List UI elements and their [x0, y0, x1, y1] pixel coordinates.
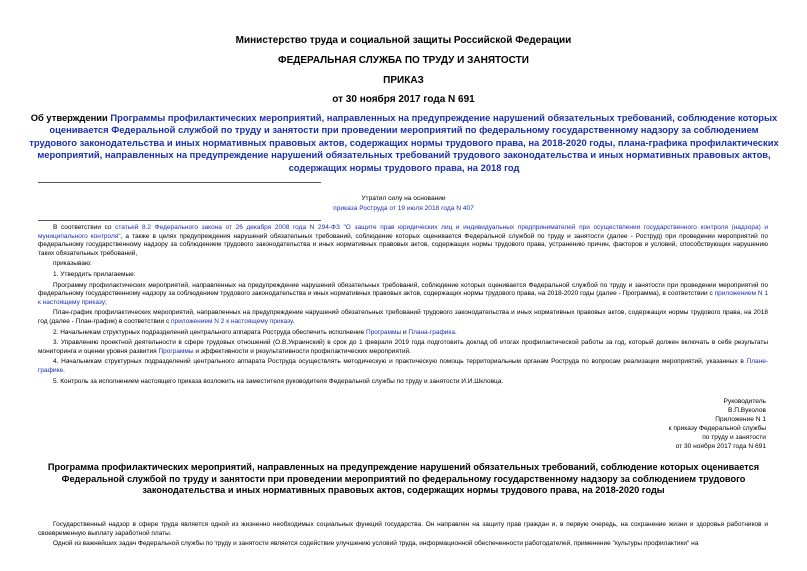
- title-prefix: Об утверждении: [30, 112, 111, 123]
- text: .: [455, 328, 457, 336]
- signature-role: Руководитель: [723, 398, 766, 405]
- paragraph: 1. Утвердить прилагаемые:: [53, 270, 136, 278]
- paragraph: Государственный надзор в сфере труда является одной из жизненно необходимых социальных функций государства. Он направлен на защиту прав граждан и, в первую очередь, на сохранение жизни и здоровья работников и своевременную выплату заработной платы.: [38, 521, 768, 537]
- text: ;: [105, 298, 107, 306]
- text: , а также в целях предупреждения нарушений обязательных требований, соблюдение которых оценивается Федеральной службой по труду и занятости (далее - Роструд) при проведении мероприятий по федеральному государственному надзору за соблюдением трудового законодательства и иных нормативных правовых актов, содержащих нормы трудового права, устранению причин, факторов и условий, способствующих нарушению таких обязательных требований,: [38, 232, 768, 257]
- preamble-body: [38, 224, 768, 388]
- appendix-ref-2: к приказу Федеральной службы: [668, 424, 766, 432]
- status-note: [0, 194, 807, 214]
- appendix1-link[interactable]: приложением N 1 к настоящему приказу: [38, 290, 768, 306]
- text: 3. Управлению проектной деятельности в сфере трудовых отношений (О.В.Украинский) в срок до 1 февраля 2019 года подготовить доклад об итогах профилактической работы за год, который должен включать в себя результаты мониторинга и оценки уровня развития: [38, 339, 768, 355]
- divider-top: [38, 182, 321, 183]
- appendix-ref-3: по труду и занятости: [702, 433, 766, 441]
- program-link[interactable]: Программы: [366, 328, 402, 336]
- program-body: [38, 520, 768, 549]
- text: и эффективности и результативности профилактических мероприятий.: [193, 347, 411, 355]
- paragraph: [38, 224, 768, 258]
- status-note-line1: Утратил силу на основании: [361, 195, 446, 202]
- signature-block: [669, 398, 766, 451]
- paragraph: [38, 329, 768, 338]
- text: 4. Начальникам структурных подразделений центрального аппарата Роструда осуществлять методическую и практическую помощь территориальным органам Роструда по вопросам реализации мероприятий, указанных в: [53, 358, 747, 366]
- appendix-ref-1: Приложение N 1: [715, 415, 766, 423]
- paragraph: Одной из важнейших задач Федеральной службы по труду и занятости является содействие улучшению условий труда, информационной обеспеченности работодателей, применение "культуры профилактики" на: [53, 540, 699, 547]
- paragraph: [38, 282, 768, 308]
- program-link-2[interactable]: Программы: [158, 347, 194, 355]
- paragraph: приказываю:: [53, 260, 92, 268]
- program-title: Программа профилактических мероприятий, направленных на предупреждение нарушений обязательных требований, соблюдение которых оценивается Федеральной службой по труду и занятости при проведении мероприятий по федеральному государственному надзору за соблюдением трудового законодательства и иных нормативных правовых актов, содержащих нормы трудового права, на 2018-2020 годы: [47, 462, 760, 496]
- paragraph: [38, 358, 768, 375]
- paragraph: 5. Контроль за исполнением настоящего приказа возложить на заместителя руководителя Федеральной службы по труду и занятости И.И.Шкловца.: [53, 377, 504, 385]
- text: 2. Начальникам структурных подразделений центрального аппарата Роструда обеспечить исполнение: [53, 328, 367, 336]
- document-date-number: от 30 ноября 2017 года N 691: [332, 94, 475, 105]
- signature-name: В.П.Вуколов: [728, 406, 766, 414]
- plan-link[interactable]: Плана-графика: [408, 328, 456, 336]
- appendix2-link[interactable]: приложением N 2 к настоящему приказу: [171, 317, 293, 325]
- status-note-link[interactable]: приказа Роструда от 19 июля 2018 года N 407: [333, 205, 474, 212]
- service-name: ФЕДЕРАЛЬНАЯ СЛУЖБА ПО ТРУДУ И ЗАНЯТОСТИ: [278, 55, 529, 66]
- text: План-график профилактических мероприятий, направленных на предупреждение нарушений обязательных требований трудового законодательства и иных нормативных правовых актов, содержащих нормы трудового права, на 2018 год (далее - План-график) в соответствии с: [38, 309, 768, 325]
- text: В соответствии со: [53, 224, 116, 231]
- divider-bottom: [38, 220, 321, 221]
- text: .: [292, 317, 295, 325]
- title-link[interactable]: Программы профилактических мероприятий, направленных на предупреждение нарушений обязательных требований, соблюдение которых оценивается Федеральной службой по труду и занятости при проведении мероприятий по федеральному государственному надзору за соблюдением трудового законодательства и иных нормативных правовых актов, содержащих нормы трудового права, на 2018-2020 годы, плана-графика профилактических мероприятий, направленных на предупреждение нарушений обязательных требований трудового законодательства и иных нормативных правовых актов, содержащих нормы трудового права, на 2018 год: [29, 112, 779, 173]
- text: и: [401, 328, 409, 336]
- document-type: ПРИКАЗ: [383, 75, 424, 86]
- document-title: [28, 112, 780, 174]
- text: .: [63, 366, 65, 374]
- ministry-name: Министерство труда и социальной защиты Российской Федерации: [235, 35, 572, 46]
- appendix-ref-4: от 30 ноября 2017 года N 691: [675, 442, 766, 450]
- text: Программу профилактических мероприятий, направленных на предупреждение нарушений обязательных требований, соблюдение которых оценивается Федеральной службой по труду и занятости при проведении мероприятий по федеральному государственному надзору за соблюдением трудового законодательства и иных нормативных правовых актов, содержащих нормы трудового права, на 2018-2020 годы (далее - Программа), в соответствии с: [38, 281, 768, 298]
- paragraph: [38, 309, 768, 326]
- law-link[interactable]: статьей 8.2 Федерального закона от 26 декабря 2008 года N 294-ФЗ "О защите прав юридических лиц и индивидуальных предпринимателей при осуществлении государственного контроля (надзора) и муниципального контроля": [38, 224, 768, 240]
- plan-link-2[interactable]: Плане-графике: [38, 358, 768, 374]
- paragraph: [38, 339, 768, 356]
